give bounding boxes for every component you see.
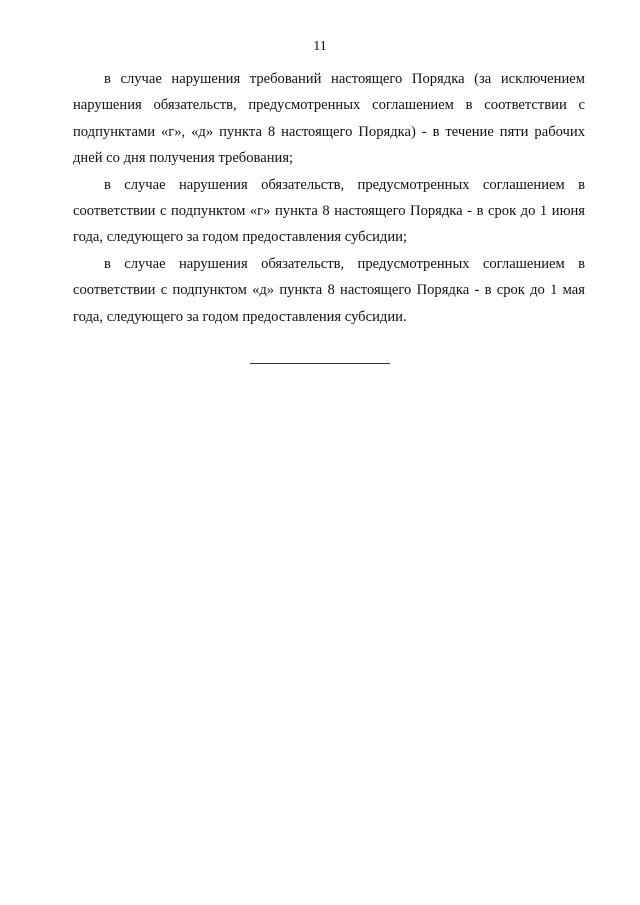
paragraph-deadline-general: в случае нарушения требований настоящего Порядка (за исключением нарушения обязательств, предусмотренных соглашением в соответствии с подпунктами «г», «д» пункта 8 настоящего Порядка) - в течение пяти рабочих дней со дня получения требования; [73,71,585,167]
page-number: 11 [313,39,327,54]
document-body [73,66,585,330]
paragraph-deadline-subpoint-d: в случае нарушения обязательств, предусмотренных соглашением в соответствии с подпунктом «д» пункта 8 настоящего Порядка - в срок до 1 мая года, следующего за годом предоставления субсидии. [73,255,585,325]
end-separator-line [250,363,390,364]
paragraph-deadline-subpoint-g: в случае нарушения обязательств, предусмотренных соглашением в соответствии с подпунктом «г» пункта 8 настоящего Порядка - в срок до 1 июня года, следующего за годом предоставления субсидии; [73,176,585,246]
